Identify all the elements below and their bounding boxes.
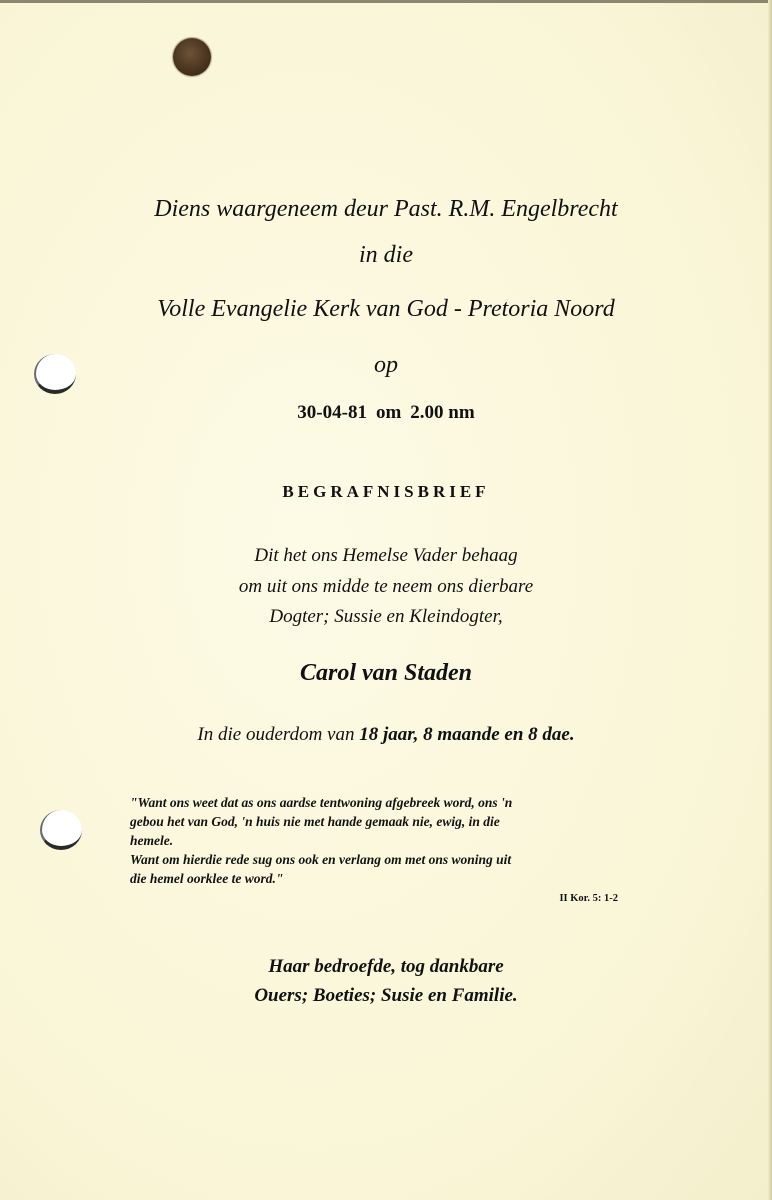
- page-top-edge: [0, 0, 772, 3]
- age-line: [0, 724, 772, 746]
- scripture-reference: II Kor. 5: 1-2: [559, 893, 618, 904]
- church-name-line: Volle Evangelie Kerk van God - Pretoria Noord: [157, 296, 615, 322]
- age-value: 18 jaar, 8 maande en 8 dae.: [359, 724, 575, 745]
- document-title: BEGRAFNISBRIEF: [282, 482, 490, 501]
- service-officiant-line: Diens waargeneem deur Past. R.M. Engelbrecht: [154, 196, 618, 222]
- date-time-line: [0, 402, 772, 424]
- age-prefix: In die ouderdom van: [197, 724, 360, 745]
- page-right-edge: [768, 0, 772, 1200]
- punch-hole: [173, 38, 211, 76]
- in-die-line: in die: [359, 242, 413, 268]
- op-line: op: [374, 352, 398, 378]
- announcement-line-3: Dogter; Sussie en Kleindogter,: [269, 606, 503, 627]
- service-date: 30-04-81: [297, 402, 367, 423]
- quote-line-4: Want om hierdie rede sug ons ook en verlang om met ons woning uit: [130, 852, 512, 867]
- announcement-line-2: om uit ons midde te neem ons dierbare: [238, 576, 534, 597]
- quote-line-5: die hemel oorklee te word.": [130, 871, 284, 886]
- service-time: 2.00 nm: [410, 402, 475, 423]
- announcement-line-1: Dit het ons Hemelse Vader behaag: [254, 545, 518, 566]
- quote-line-2: gebou het van God, 'n huis nie met hande gemaak nie, ewig, in die: [130, 814, 500, 829]
- closing-line-1: Haar bedroefde, tog dankbare: [268, 956, 504, 977]
- scripture-quote: [130, 793, 630, 888]
- deceased-name: Carol van Staden: [299, 660, 473, 686]
- om-word: om: [375, 402, 402, 423]
- binder-hole-lower: [40, 810, 82, 850]
- closing-line-2: Ouers; Boeties; Susie en Familie.: [254, 985, 518, 1006]
- quote-line-3: hemele.: [130, 833, 174, 848]
- quote-line-1: "Want ons weet dat as ons aardse tentwoning afgebreek word, ons 'n: [130, 795, 513, 810]
